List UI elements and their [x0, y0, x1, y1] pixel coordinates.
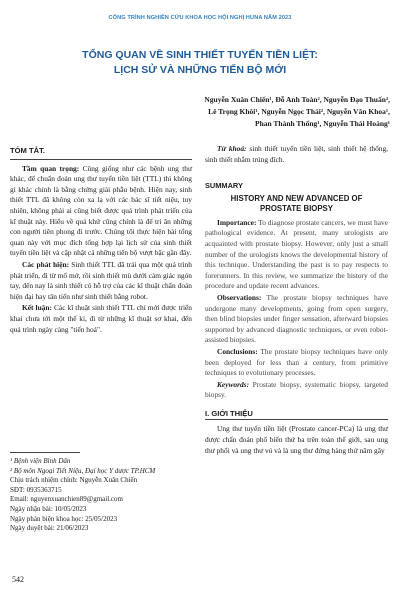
date-reviewed: Ngày phản biện khoa học: 25/05/2023 — [10, 514, 118, 523]
right-column — [205, 144, 388, 457]
importance-text: Cũng giống như các bệnh ung thư khác, để chuẩn đoán ung thư tuyến tiền liệt (TTL) thì không gì khác chính là bằng chứng giải phẫu bệnh. Hiện nay, sinh thiết TTL đã không còn xa lạ với các bác sĩ tiết niệu, tuy nhiên, không phải ai cũng biết được quá trình phát triển của kĩ thuật này. Hiểu về quá khứ cũng chính là để tri ân những con người tiên phong đi trước. Chúng tôi thực hiện bài tổng quan này với mục đích tổng hợp lại lịch sử của sinh thiết tuyến tiền liệt và cập nhật cá những tiến bộ vượt bậc gần đây. — [10, 163, 192, 258]
summary-importance-text: To diagnose prostate cancers, we must have pathological evidence. At present, many urologists are acquainted with prostate biopsy. However, only just a small number of the urologists knows the developmental history of this technique. Understanding the past is to pay respects to forerunners. In this review, we summarize the history of the procedure and update recent advances. — [205, 217, 388, 291]
summary-title-line-1: HISTORY AND NEW ADVANCED OF — [230, 193, 363, 203]
summary-conclusions-text: The prostate biopsy techniques have only been deployed for less than a century, from primitive techniques to evolutionary processes. — [205, 346, 388, 378]
summary-conclusions — [205, 347, 388, 379]
author-list — [100, 94, 390, 130]
intro-heading: I. GIỚI THIỆU — [205, 408, 253, 418]
authors-line-2: Lê Trọng Khôi¹, Nguyễn Ngọc Thái², Nguyễn Văn Khoa¹, — [208, 107, 390, 116]
conclusion-text: Các kĩ thuật sinh thiết TTL chỉ mới được triển khai chưa tới một thế kỉ, đi từ những kĩ thuật sơ khai, đến quá trình ngày càng "tiến hoá". — [10, 303, 192, 334]
intro-text: Ung thư tuyến tiền liệt (Prostate cancer-PCa) là ung thư được chẩn đoán phổ biến thứ ba trên toàn thế giới, sau ung thư phổi và ung thư vú và là ung thư đứng hàng thứ năm gây — [205, 424, 388, 455]
findings-text: Sinh thiết TTL đã trải qua một quá trình phát triển, đi từ mổ mở, rồi sinh thiết mù dưới cảm giác ngón tay, đến nay là sinh thiết có hỗ trợ của các kĩ thuật chẩn đoán hiện đại hay tân tiến như sinh thiết bằng robot. — [10, 259, 192, 301]
summary-keywords — [205, 380, 388, 401]
author-email: Email: nguyenxuanchien89@gmail.com — [10, 495, 123, 504]
summary-observations-label: Observations: — [217, 292, 262, 302]
date-received: Ngày nhận bài: 10/05/2023 — [10, 504, 87, 513]
title-line-2: LỊCH SỬ VÀ NHỮNG TIẾN BỘ MỚI — [113, 63, 287, 76]
importance-label: Tầm quan trọng: — [22, 163, 80, 173]
page-number: 542 — [12, 575, 24, 584]
date-accepted: Ngày duyệt bài: 21/06/2023 — [10, 524, 89, 533]
abstract-vi-conclusion — [10, 303, 192, 335]
footnote-affiliation-1: ¹ Bệnh viện Bình Dân — [10, 457, 71, 465]
summary-conclusions-label: Conclusions: — [217, 346, 258, 356]
footnotes — [10, 452, 192, 534]
abstract-vi-importance — [10, 164, 192, 259]
summary-keywords-text: Prostate biopsy, systematic biopsy, targeted biopsy. — [205, 379, 388, 400]
intro-rule — [205, 419, 388, 420]
findings-label: Các phát hiện: — [22, 259, 70, 269]
summary-label: SUMMARY — [205, 181, 243, 191]
summary-importance-label: Importance: — [217, 217, 257, 227]
footnote-affiliation-2: ² Bộ môn Ngoại Tiết Niệu, Đại học Y dược TP.HCM — [10, 466, 156, 475]
summary-title — [205, 194, 388, 215]
footnote-rule — [10, 452, 80, 453]
summary-keywords-label: Keywords: — [217, 379, 250, 389]
abstract-rule — [10, 159, 192, 160]
responsible-author: Chịu trách nhiệm chính: Nguyễn Xuân Chiến — [10, 476, 138, 485]
summary-observations — [205, 293, 388, 346]
abstract-vi-findings — [10, 260, 192, 302]
authors-line-1: Nguyễn Xuân Chiến¹, Đỗ Anh Toàn², Nguyễn Đạo Thuấn², — [204, 95, 390, 104]
summary-importance — [205, 218, 388, 292]
author-phone: SĐT: 0935363715 — [10, 485, 62, 494]
title-line-1: TỔNG QUAN VỀ SINH THIẾT TUYẾN TIỀN LIỆT: — [82, 49, 318, 61]
abstract-vi-heading: TÓM TẮT. — [10, 146, 46, 155]
conclusion-label: Kết luận: — [22, 303, 52, 313]
authors-line-3: Phan Thành Thống¹, Nguyễn Thái Hoàng¹ — [255, 119, 390, 128]
keywords-vi-text: sinh thiết tuyến tiền liệt, sinh thiết hệ thống, sinh thiết nhắm trúng đích. — [205, 144, 388, 164]
summary-title-line-2: PROSTATE BIOPSY — [260, 204, 333, 214]
keywords-vi-label: Từ khoá: — [217, 144, 247, 153]
keywords-vi — [205, 144, 388, 165]
left-column — [10, 146, 192, 336]
page-title — [0, 48, 400, 77]
summary-observations-text: The prostate biopsy techniques have undergone many developments, going from open surgery, then blind biopsies under finger sensation, afterward biopsies supported by advanced diagnostic techniques, or even robot-assisted biopsies. — [205, 292, 388, 345]
running-header: CÔNG TRÌNH NGHIÊN CỨU KHOA HỌC HỘI NGHỊ HUNA NĂM 2023 — [108, 15, 292, 21]
